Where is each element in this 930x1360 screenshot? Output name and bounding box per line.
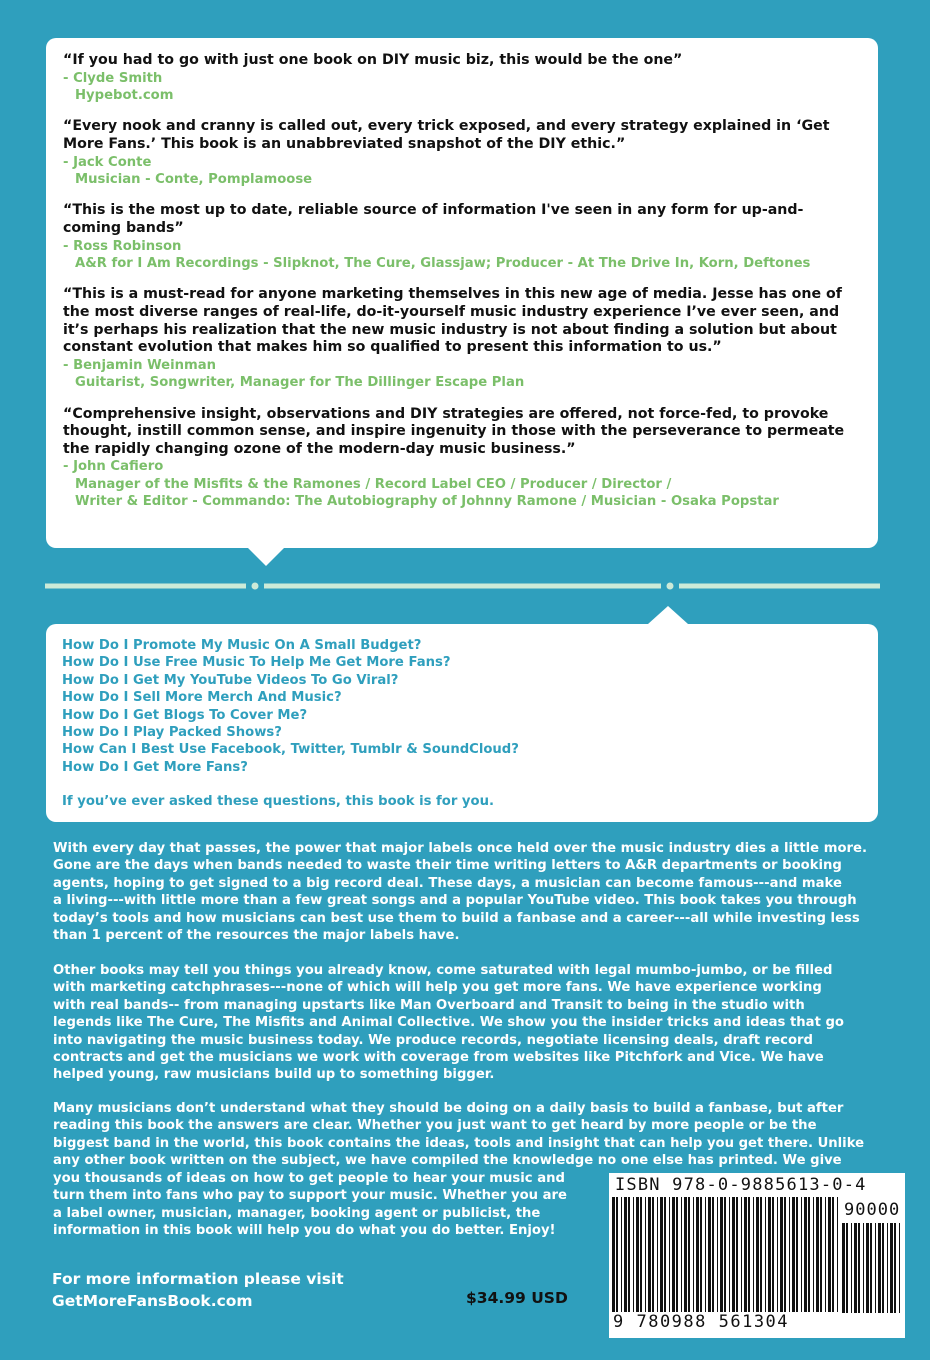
text-line: a living---with little more than a few great songs and a popular YouTube video. This book takes you through <box>53 893 857 909</box>
text-line: contracts and get the musicians we work with coverage from websites like Pitchfork and Vice. We have <box>53 1050 824 1066</box>
barcode-bar <box>708 1197 711 1312</box>
barcode-bar <box>624 1197 627 1312</box>
barcode-bar <box>648 1197 651 1312</box>
barcode-bar <box>828 1197 831 1312</box>
text-line: than 1 percent of the resources the major labels have. <box>53 928 460 944</box>
barcode-bar <box>866 1223 869 1313</box>
barcode-bar <box>816 1197 819 1312</box>
barcode-bar <box>612 1197 615 1312</box>
quotes-card <box>46 38 878 548</box>
questions-tagline: If you’ve ever asked these questions, this book is for you. <box>62 794 494 810</box>
isbn-number: 9 780988 561304 <box>613 1312 790 1332</box>
quote-author: - Benjamin Weinman <box>63 357 217 373</box>
body-paragraph-2 <box>53 962 873 1084</box>
text-line: reading this book the answers are clear. Whether you just want to get heard by more people or be the <box>53 1118 817 1134</box>
barcode-bar <box>720 1197 723 1312</box>
barcode-bar <box>712 1197 714 1312</box>
text-line: into navigating the music business today. We produce records, negotiate licensing deals, draft record <box>53 1032 813 1048</box>
question-item: How Do I Promote My Music On A Small Budget? <box>62 638 422 653</box>
barcode-bar <box>820 1197 822 1312</box>
quote-text: “Every nook and cranny is called out, every trick exposed, and every strategy explained in ‘Get More Fans.’ This book is an unabbreviated snapshot of the DIY ethic.” <box>63 118 830 152</box>
barcode-bar <box>887 1223 888 1313</box>
barcode-bar <box>894 1223 896 1313</box>
question-item: How Do I Get Blogs To Cover Me? <box>62 707 308 723</box>
barcode-bar <box>832 1197 834 1312</box>
questions-card <box>46 624 878 822</box>
barcode-bar <box>741 1197 742 1312</box>
barcode-bar <box>804 1197 807 1312</box>
barcode-bar <box>772 1197 774 1312</box>
barcode-bar <box>633 1197 634 1312</box>
question-item: How Do I Get My YouTube Videos To Go Viral? <box>62 672 399 688</box>
barcode-bar <box>724 1197 726 1312</box>
isbn-label: ISBN 978-0-9885613-0-4 <box>615 1175 867 1195</box>
barcode-bar <box>846 1223 848 1313</box>
quote-text: “This is the most up to date, reliable source of information I've seen in any form for up-and-coming bands” <box>63 202 804 236</box>
barcode-bar <box>696 1197 699 1312</box>
quote-role: Writer & Editor - Commando: The Autobiography of Johnny Ramone / Musician - Osaka Popstar <box>75 494 779 510</box>
barcode-bar <box>796 1197 798 1312</box>
text-line: Many musicians don’t understand what they should be doing on a daily basis to build a fanbase, but after <box>53 1101 844 1116</box>
barcode-bar <box>684 1197 687 1312</box>
quote <box>63 202 860 272</box>
barcode-bar <box>756 1197 759 1312</box>
website-link[interactable]: GetMoreFansBook.com <box>52 1292 253 1310</box>
text-line: with marketing catchphrases---none of which will help you get more fans. We have experience working <box>53 980 822 996</box>
price-label: $34.99 USD <box>466 1289 568 1307</box>
barcode-bar <box>681 1197 682 1312</box>
quote <box>63 286 860 391</box>
barcode-bar <box>801 1197 802 1312</box>
barcode-bar <box>621 1197 622 1312</box>
barcode-bar <box>837 1197 838 1312</box>
quote-role: Hypebot.com <box>75 88 174 103</box>
quote-role: A&R for I Am Recordings - Slipknot, The Cure, Glassjaw; Producer - At The Drive In, Korn, Deftones <box>75 256 811 271</box>
barcode-bar <box>825 1197 826 1312</box>
text-line: today’s tools and how musicians can best use them to build a fanbase and a career---all while investing less <box>53 910 860 926</box>
barcode-bar <box>792 1197 795 1312</box>
barcode-bar <box>672 1197 675 1312</box>
barcode-bar <box>693 1197 694 1312</box>
quote-text: “This is a must-read for anyone marketing themselves in this new age of media. Jesse has one of the most diverse ranges of real-life, do-it-yourself music industry experience I’ve ever seen, and it’s perhaps his realization that the new music industry is not about finding a solution but about constant evolution that makes him so qualified to present this information to us.” <box>63 286 842 356</box>
quote-author: - Ross Robinson <box>63 238 182 254</box>
barcode-bar <box>808 1197 810 1312</box>
barcode-addon-icon <box>842 1223 900 1313</box>
text-line: With every day that passes, the power that major labels once held over the music industry dies a little more. <box>53 841 867 856</box>
barcode-bar <box>858 1223 860 1313</box>
barcode-bar <box>842 1223 845 1313</box>
isbn-barcode <box>609 1173 905 1338</box>
barcode-bar <box>875 1223 876 1313</box>
question-item: How Do I Sell More Merch And Music? <box>62 690 342 706</box>
body-paragraph-1 <box>53 840 873 944</box>
quote <box>63 406 860 511</box>
barcode-bar <box>688 1197 690 1312</box>
isbn-addon-digits: 90000 <box>844 1200 901 1220</box>
barcode-bar <box>616 1197 618 1312</box>
barcode-bar <box>652 1197 654 1312</box>
barcode-bar <box>640 1197 642 1312</box>
barcode-bar <box>878 1223 881 1313</box>
barcode-bar <box>732 1197 735 1312</box>
barcode-bar <box>729 1197 730 1312</box>
text-line: Gone are the days when bands needed to waste their time writing letters to A&R departments or booking <box>53 858 842 874</box>
barcode-bar <box>813 1197 814 1312</box>
barcode-bar <box>676 1197 678 1312</box>
barcode-bar <box>784 1197 786 1312</box>
quote <box>63 118 860 188</box>
barcode-bar <box>851 1223 852 1313</box>
text-line: any other book written on the subject, we have compiled the knowledge no one else has printed. We give <box>53 1153 842 1169</box>
barcode-bar <box>657 1197 658 1312</box>
barcode-bar <box>780 1197 783 1312</box>
barcode-bar <box>748 1197 750 1312</box>
question-item: How Do I Play Packed Shows? <box>62 725 282 741</box>
barcode-bar <box>660 1197 663 1312</box>
barcode-bar <box>628 1197 630 1312</box>
text-line: Other books may tell you things you already know, come saturated with legal mumbo-jumbo, or be filled <box>53 963 833 978</box>
text-line: a label owner, musician, manager, booking agent or publicist, the <box>53 1205 541 1221</box>
body-paragraph-3 <box>53 1100 873 1170</box>
barcode-bar <box>870 1223 872 1313</box>
barcode-bar <box>765 1197 766 1312</box>
quote-role: Guitarist, Songwriter, Manager for The Dillinger Escape Plan <box>75 375 525 391</box>
quote-author: - Jack Conte <box>63 154 152 170</box>
quote <box>63 52 860 104</box>
question-item: How Do I Use Free Music To Help Me Get More Fans? <box>62 655 451 671</box>
barcode-bar <box>636 1197 639 1312</box>
barcode-bar <box>777 1197 778 1312</box>
barcode-bar <box>882 1223 884 1313</box>
barcode-bar <box>899 1223 900 1313</box>
quote-role: Manager of the Misfits & the Ramones / Record Label CEO / Producer / Director / <box>75 476 672 492</box>
text-line: you thousands of ideas on how to get people to hear your music and <box>53 1171 565 1186</box>
text-line: with real bands-- from managing upstarts like Man Overboard and Transit to being in the studio with <box>53 997 805 1013</box>
barcode-bar <box>700 1197 702 1312</box>
question-item: How Can I Best Use Facebook, Twitter, Tumblr & SoundCloud? <box>62 742 519 758</box>
barcode-bar <box>736 1197 738 1312</box>
section-divider <box>45 578 880 594</box>
quote-role: Musician - Conte, Pomplamoose <box>75 172 313 187</box>
barcode-bar <box>768 1197 771 1312</box>
text-line: helped young, raw musicians build up to something bigger. <box>53 1067 495 1083</box>
quote-text: “If you had to go with just one book on DIY music biz, this would be the one” <box>63 52 683 68</box>
more-info-text: For more information please visit <box>52 1270 344 1288</box>
text-line: biggest band in the world, this book contains the ideas, tools and insight that can help you get there. Unlike <box>53 1135 865 1151</box>
text-line: agents, hoping to get signed to a big record deal. These days, a musician can become famous---and make <box>53 875 842 891</box>
quote-author: - Clyde Smith <box>63 70 163 86</box>
text-line: turn them into fans who pay to support your music. Whether you are <box>53 1188 567 1204</box>
barcode-bar <box>717 1197 718 1312</box>
barcode-bar <box>669 1197 670 1312</box>
more-info <box>52 1268 344 1312</box>
barcode-bar <box>854 1223 857 1313</box>
text-line: information in this book will help you do what you do better. Enjoy! <box>53 1223 556 1239</box>
barcode-bar <box>705 1197 706 1312</box>
question-item: How Do I Get More Fans? <box>62 759 248 775</box>
barcode-bar <box>753 1197 754 1312</box>
quote-author: - John Cafiero <box>63 459 164 475</box>
barcode-bar <box>863 1223 864 1313</box>
barcode-bar <box>789 1197 790 1312</box>
body-paragraph-3-continued <box>53 1170 581 1240</box>
barcode-bar <box>760 1197 762 1312</box>
text-line: legends like The Cure, The Misfits and Animal Collective. We show you the insider tricks and ideas that go <box>53 1015 844 1031</box>
barcode-bar <box>664 1197 666 1312</box>
barcode-icon <box>612 1197 838 1312</box>
barcode-bar <box>645 1197 646 1312</box>
quote-text: “Comprehensive insight, observations and DIY strategies are offered, not force-fed, to provoke thought, instill common sense, and inspire ingenuity in those with the perseverance to permeate the rapidly changing ozone of the modern-day music business.” <box>63 405 845 457</box>
barcode-bar <box>744 1197 747 1312</box>
barcode-bar <box>890 1223 893 1313</box>
